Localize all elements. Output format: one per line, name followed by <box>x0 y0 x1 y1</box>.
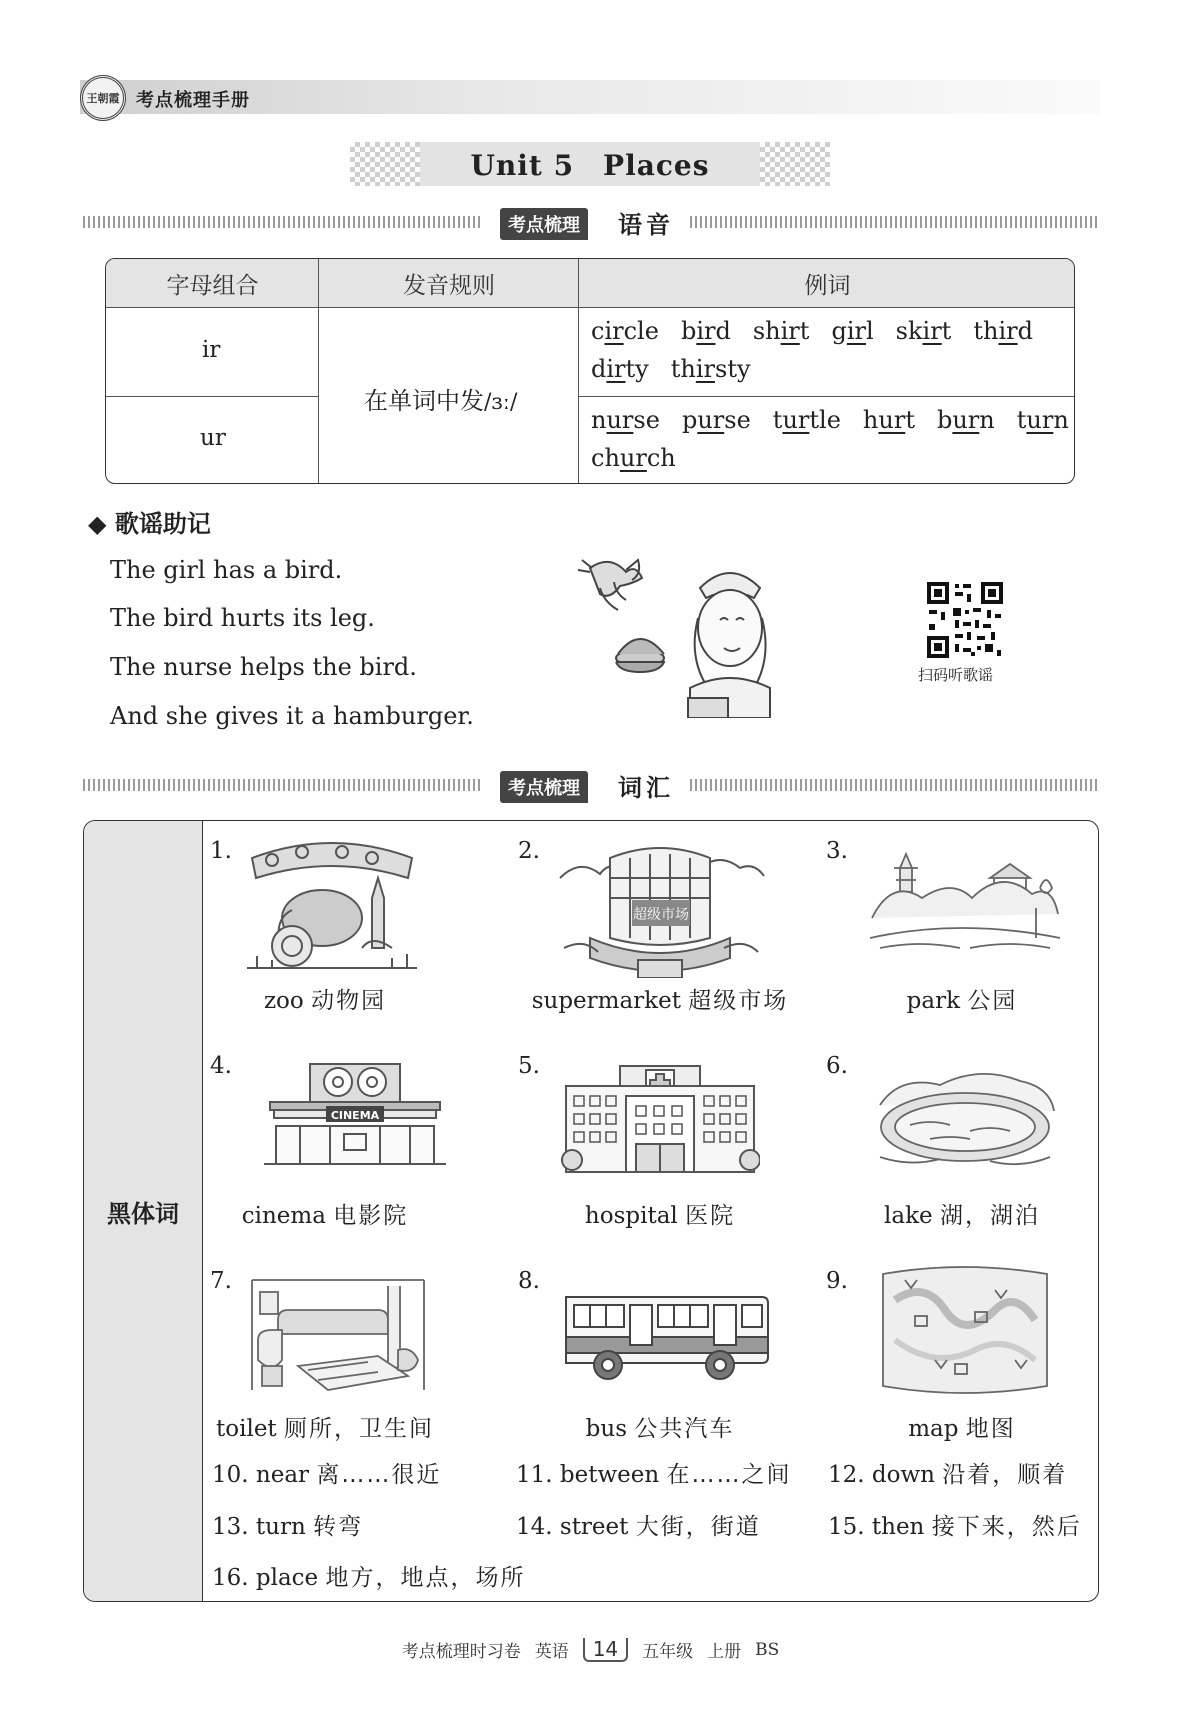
col-divider <box>318 259 319 484</box>
vocab-chinese: 厕所，卫生间 <box>283 1416 434 1442</box>
vocab-english: hospital <box>584 1203 686 1229</box>
vocab-english: park <box>906 988 968 1014</box>
vocab-english: zoo <box>263 988 312 1014</box>
brand-logo-text: 王朝霞 <box>86 92 120 105</box>
vocab-chinese: 离……很近 <box>316 1462 442 1488</box>
example-word: turtle <box>772 406 841 434</box>
vocab-number: 8. <box>518 1268 540 1294</box>
footer-series: 考点梳理时习卷 <box>401 1642 521 1662</box>
header-title: 考点梳理手册 <box>136 90 250 111</box>
col-header-examples: 例词 <box>804 272 851 299</box>
vocab-chinese: 接下来，然后 <box>931 1514 1082 1540</box>
phonics-table <box>105 258 1075 484</box>
ipa-symbol: /ɜː/ <box>484 390 518 415</box>
vocab-caption <box>175 1410 475 1443</box>
vocab-caption <box>510 982 810 1015</box>
example-word: third <box>973 317 1033 345</box>
vocab-english: 13. turn <box>212 1514 314 1540</box>
nurse-bird-illustration <box>570 548 780 718</box>
example-words-ur-line1 <box>591 406 1075 434</box>
underlined-letters: ur <box>782 406 810 434</box>
vocab-chinese: 地方，地点，场所 <box>325 1565 526 1591</box>
example-word: turn <box>1016 406 1069 434</box>
page-footer <box>0 1637 1181 1662</box>
example-word: thirsty <box>670 355 751 383</box>
vocab-caption <box>510 1410 810 1443</box>
vocab-chinese: 大街，街道 <box>635 1514 761 1540</box>
vocab-text-item <box>828 1508 1082 1541</box>
vocab-caption <box>812 1410 1112 1443</box>
example-word: skirt <box>895 317 952 345</box>
chant-line: The nurse helps the bird. <box>110 653 417 681</box>
vocab-chinese: 电影院 <box>333 1203 409 1229</box>
example-word: circle <box>591 317 659 345</box>
vocab-caption <box>175 1197 475 1230</box>
map-icon <box>875 1260 1055 1400</box>
supermarket-icon <box>550 838 770 978</box>
vocab-chinese: 在……之间 <box>666 1462 792 1488</box>
qr-code-icon[interactable] <box>925 580 1005 660</box>
col-header-combo: 字母组合 <box>166 272 259 299</box>
chant-heading-text: 歌谣助记 <box>114 510 211 538</box>
underlined-letters: ir <box>998 317 1018 345</box>
underlined-letters: ir <box>606 355 626 383</box>
vocab-text-item <box>828 1456 1067 1489</box>
example-word: girl <box>831 317 874 345</box>
chant-line: The bird hurts its leg. <box>110 604 375 632</box>
banner-pattern-right <box>750 142 830 186</box>
brand-logo <box>80 75 126 121</box>
example-word: burn <box>936 406 995 434</box>
vocab-number: 6. <box>826 1053 848 1079</box>
vocab-english: 16. place <box>212 1565 326 1591</box>
vocab-english: toilet <box>216 1416 284 1442</box>
supermarket-sign: 超级市场 <box>633 907 689 923</box>
underlined-letters: ir <box>922 317 942 345</box>
section-tag-phonics: 考点梳理 <box>500 208 588 240</box>
vocab-chinese: 动物园 <box>311 988 387 1014</box>
vocab-text-item <box>212 1508 363 1541</box>
section-divider-left <box>83 216 483 228</box>
footer-edition: BS <box>755 1639 780 1660</box>
vocab-chinese: 医院 <box>685 1203 736 1229</box>
vocab-english: supermarket <box>531 988 689 1014</box>
vocab-text-item <box>212 1559 525 1592</box>
vocab-number: 2. <box>518 838 540 864</box>
footer-grade: 五年级 <box>642 1642 694 1662</box>
underlined-letters: ur <box>619 444 647 472</box>
lake-icon <box>870 1065 1060 1175</box>
underlined-letters: ir <box>846 317 866 345</box>
col-divider <box>578 259 579 484</box>
vocab-english: 14. street <box>516 1514 636 1540</box>
vocab-number: 3. <box>826 838 848 864</box>
vocab-text-item <box>516 1456 792 1489</box>
example-words-ur-line2 <box>591 444 698 472</box>
section-divider-right <box>690 779 1100 791</box>
vocab-chinese: 沿着，顺着 <box>942 1462 1068 1488</box>
example-words-ir-line2 <box>591 355 773 383</box>
section-divider-left <box>83 779 483 791</box>
chant-line: The girl has a bird. <box>110 556 343 584</box>
footer-volume: 上册 <box>707 1642 742 1662</box>
hospital-icon <box>560 1060 760 1180</box>
example-word: purse <box>681 406 751 434</box>
example-word: church <box>591 444 676 472</box>
vocab-caption <box>510 1197 810 1230</box>
example-word: dirty <box>591 355 649 383</box>
vocab-english: 11. between <box>516 1462 667 1488</box>
underlined-letters: ur <box>606 406 634 434</box>
vocab-english: bus <box>585 1416 635 1442</box>
pronunciation-rule <box>364 381 517 416</box>
vocab-english: 12. down <box>828 1462 943 1488</box>
vocab-chinese: 超级市场 <box>688 988 789 1014</box>
example-word: shirt <box>752 317 810 345</box>
zoo-icon <box>242 838 422 978</box>
col-header-rule: 发音规则 <box>403 272 495 299</box>
vocab-chinese: 转弯 <box>313 1514 364 1540</box>
vocab-chinese: 湖，湖泊 <box>939 1203 1040 1229</box>
vocab-english: cinema <box>241 1203 334 1229</box>
example-word: bird <box>680 317 731 345</box>
section-divider-right <box>690 216 1100 228</box>
unit-banner <box>350 142 830 186</box>
vocab-text-item <box>212 1456 441 1489</box>
combo-ir: ir <box>202 337 221 363</box>
vocab-text-item <box>516 1508 761 1541</box>
section-title-phonics: 语音 <box>618 211 674 239</box>
row-divider <box>106 396 318 397</box>
park-icon <box>870 848 1060 958</box>
vocab-number: 7. <box>210 1268 232 1294</box>
cinema-icon <box>260 1060 450 1170</box>
underlined-letters: ir <box>780 317 800 345</box>
underlined-letters: ur <box>1026 406 1054 434</box>
chant-heading <box>88 504 211 539</box>
qr-caption: 扫码听歌谣 <box>918 666 994 684</box>
vocab-number: 1. <box>210 838 232 864</box>
section-title-vocab: 词汇 <box>618 774 674 802</box>
underlined-letters: ir <box>604 317 624 345</box>
vocab-side-label: 黑体词 <box>84 821 203 1601</box>
vocab-chinese: 公园 <box>967 988 1018 1014</box>
vocab-chinese: 地图 <box>965 1416 1016 1442</box>
vocab-english: lake <box>884 1203 940 1229</box>
vocab-caption <box>175 982 475 1015</box>
toilet-icon <box>248 1270 428 1400</box>
example-word: hurt <box>862 406 915 434</box>
vocab-english: 15. then <box>828 1514 932 1540</box>
banner-pattern-left <box>350 142 430 186</box>
underlined-letters: ir <box>696 317 716 345</box>
vocab-caption <box>812 982 1112 1015</box>
vocab-number: 4. <box>210 1053 232 1079</box>
footer-subject: 英语 <box>534 1642 569 1662</box>
vocab-english: map <box>908 1416 966 1442</box>
page-number: 14 <box>583 1638 628 1662</box>
vocab-english: 10. near <box>212 1462 317 1488</box>
combo-ur: ur <box>200 425 226 451</box>
bus-icon <box>560 1285 770 1385</box>
example-words-ir-line1 <box>591 317 1055 345</box>
underlined-letters: ur <box>952 406 980 434</box>
example-word: nurse <box>591 406 660 434</box>
vocab-number: 9. <box>826 1268 848 1294</box>
vocab-chinese: 公共汽车 <box>634 1416 735 1442</box>
section-tag-vocab: 考点梳理 <box>500 771 588 803</box>
underlined-letters: ur <box>697 406 725 434</box>
underlined-letters: ir <box>695 355 715 383</box>
chant-line: And she gives it a hamburger. <box>110 702 474 730</box>
unit-title: Unit 5 Places <box>420 142 760 186</box>
diamond-bullet-icon: ◆ <box>88 510 107 538</box>
vocab-number: 5. <box>518 1053 540 1079</box>
underlined-letters: ur <box>878 406 906 434</box>
vocab-caption <box>812 1197 1112 1230</box>
rule-text: 在单词中发 <box>364 387 484 415</box>
row-divider <box>578 396 1075 397</box>
cinema-sign: CINEMA <box>330 1109 380 1122</box>
